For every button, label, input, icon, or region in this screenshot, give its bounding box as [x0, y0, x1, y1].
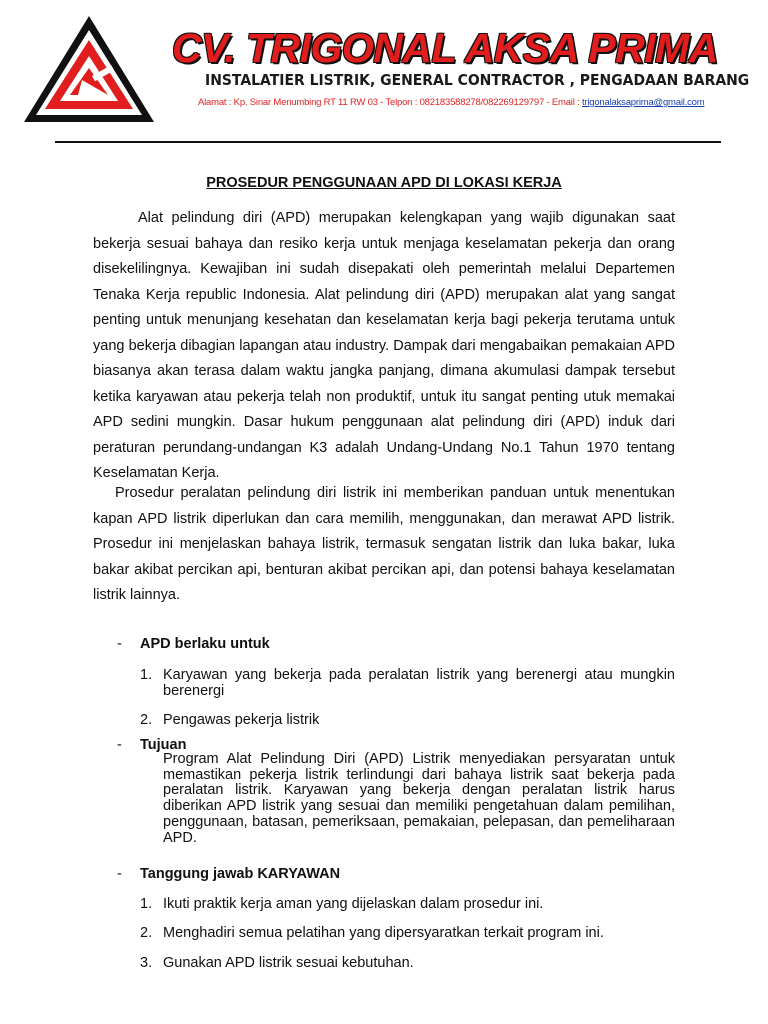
- list-item: [140, 897, 675, 913]
- company-name: CV. TRIGONAL AKSA PRIMA: [172, 25, 718, 71]
- triangle-logo-icon: [22, 14, 156, 126]
- list-item-text: Gunakan APD listrik sesuai kebutuhan.: [163, 955, 414, 971]
- company-tagline: INSTALATIER LISTRIK, GENERAL CONTRACTOR , PENGADAAN BARANG: [205, 71, 750, 89]
- list-item-number: 1.: [140, 667, 153, 683]
- list-item-number: 3.: [140, 955, 153, 971]
- header-divider: [55, 141, 721, 143]
- list-item: [140, 956, 675, 972]
- list-item-number: 2.: [140, 925, 153, 941]
- list-item-number: 2.: [140, 712, 153, 728]
- tujuan-body: Program Alat Pelindung Diri (APD) Listrik menyediakan persyaratan untuk memastikan pekerja listrik terlindungi dari bahaya listrik saat bekerja pada peralatan listrik. Karyawan yang bekerja dengan peralatan listrik harus diberikan APD listrik yang sesuai dan memiliki pengetahuan dalam pemilihan, penggunaan, batasan, pemeriksaan, pemakaian, pelepasan, dan pemeliharaan APD.: [163, 751, 675, 846]
- list-item-number: 1.: [140, 896, 153, 912]
- document-title: PROSEDUR PENGGUNAAN APD DI LOKASI KERJA: [206, 175, 562, 191]
- list-item-text: Karyawan yang bekerja pada peralatan listrik yang berenergi atau mungkin berenergi: [163, 667, 675, 699]
- paragraph-intro: Alat pelindung diri (APD) merupakan kelengkapan yang wajib digunakan saat bekerja sesuai bahaya dan resiko kerja untuk menjaga keselamatan pekerja dan orang disekelilingnya. Kewajiban ini sudah disepakati oleh pemerintah melalui Departemen Tenaka Kerja republic Indonesia. Alat pelindung diri (APD) merupakan alat yang sangat penting untuk menunjang kesehatan dan keselamatan kerja bagi pekerja terutama untuk yang bekerja dibagian lapangan atau industry. Dampak dari mengabaikan pemakaian APD biasanya akan terasa dalam waktu jangka panjang, dimana akumulasi dampak tersebut ketika karyawan atau pekerja telah non produktif, untuk itu sangat penting utuk memakai APD sedini mungkin. Dasar hukum penggunaan alat pelindung diri (APD) induk dari peraturan perundang-undangan K3 adalah Undang-Undang No.1 Tahun 1970 tentang Keselamatan Kerja.: [93, 210, 675, 481]
- list-item: [140, 668, 675, 699]
- paragraph-procedure: Prosedur peralatan pelindung diri listrik ini memberikan panduan untuk menentukan kapan APD listrik diperlukan dan cara memilih, menggunakan, dan merawat APD listrik. Prosedur ini menjelaskan bahaya listrik, termasuk sengatan listrik dan luka bakar, luka bakar akibat percikan api, benturan akibat percikan api, dan potensi bahaya keselamatan listrik lainnya.: [93, 485, 675, 603]
- list-item: [140, 713, 675, 729]
- section-heading-text: Tanggung jawab KARYAWAN: [140, 866, 341, 882]
- list-item-text: Ikuti praktik kerja aman yang dijelaskan dalam prosedur ini.: [163, 896, 544, 912]
- bullet-dash: -: [117, 866, 122, 882]
- bullet-dash: -: [117, 636, 122, 652]
- email-link[interactable]: trigonalaksaprima@gmail.com: [581, 97, 705, 108]
- address-text: Alamat : Kp. Sinar Menumbing RT 11 RW 03 - Telpon : 082183588278/082269129797 - Email :: [198, 97, 582, 108]
- section-heading-text: Tujuan: [140, 737, 187, 753]
- list-item-text: Menghadiri semua pelatihan yang dipersyaratkan terkait program ini.: [163, 925, 604, 941]
- bullet-dash: -: [117, 737, 122, 753]
- company-address: [198, 97, 704, 109]
- section-heading-text: APD berlaku untuk: [140, 636, 270, 652]
- list-item-text: Pengawas pekerja listrik: [163, 712, 320, 728]
- list-item: [140, 926, 675, 942]
